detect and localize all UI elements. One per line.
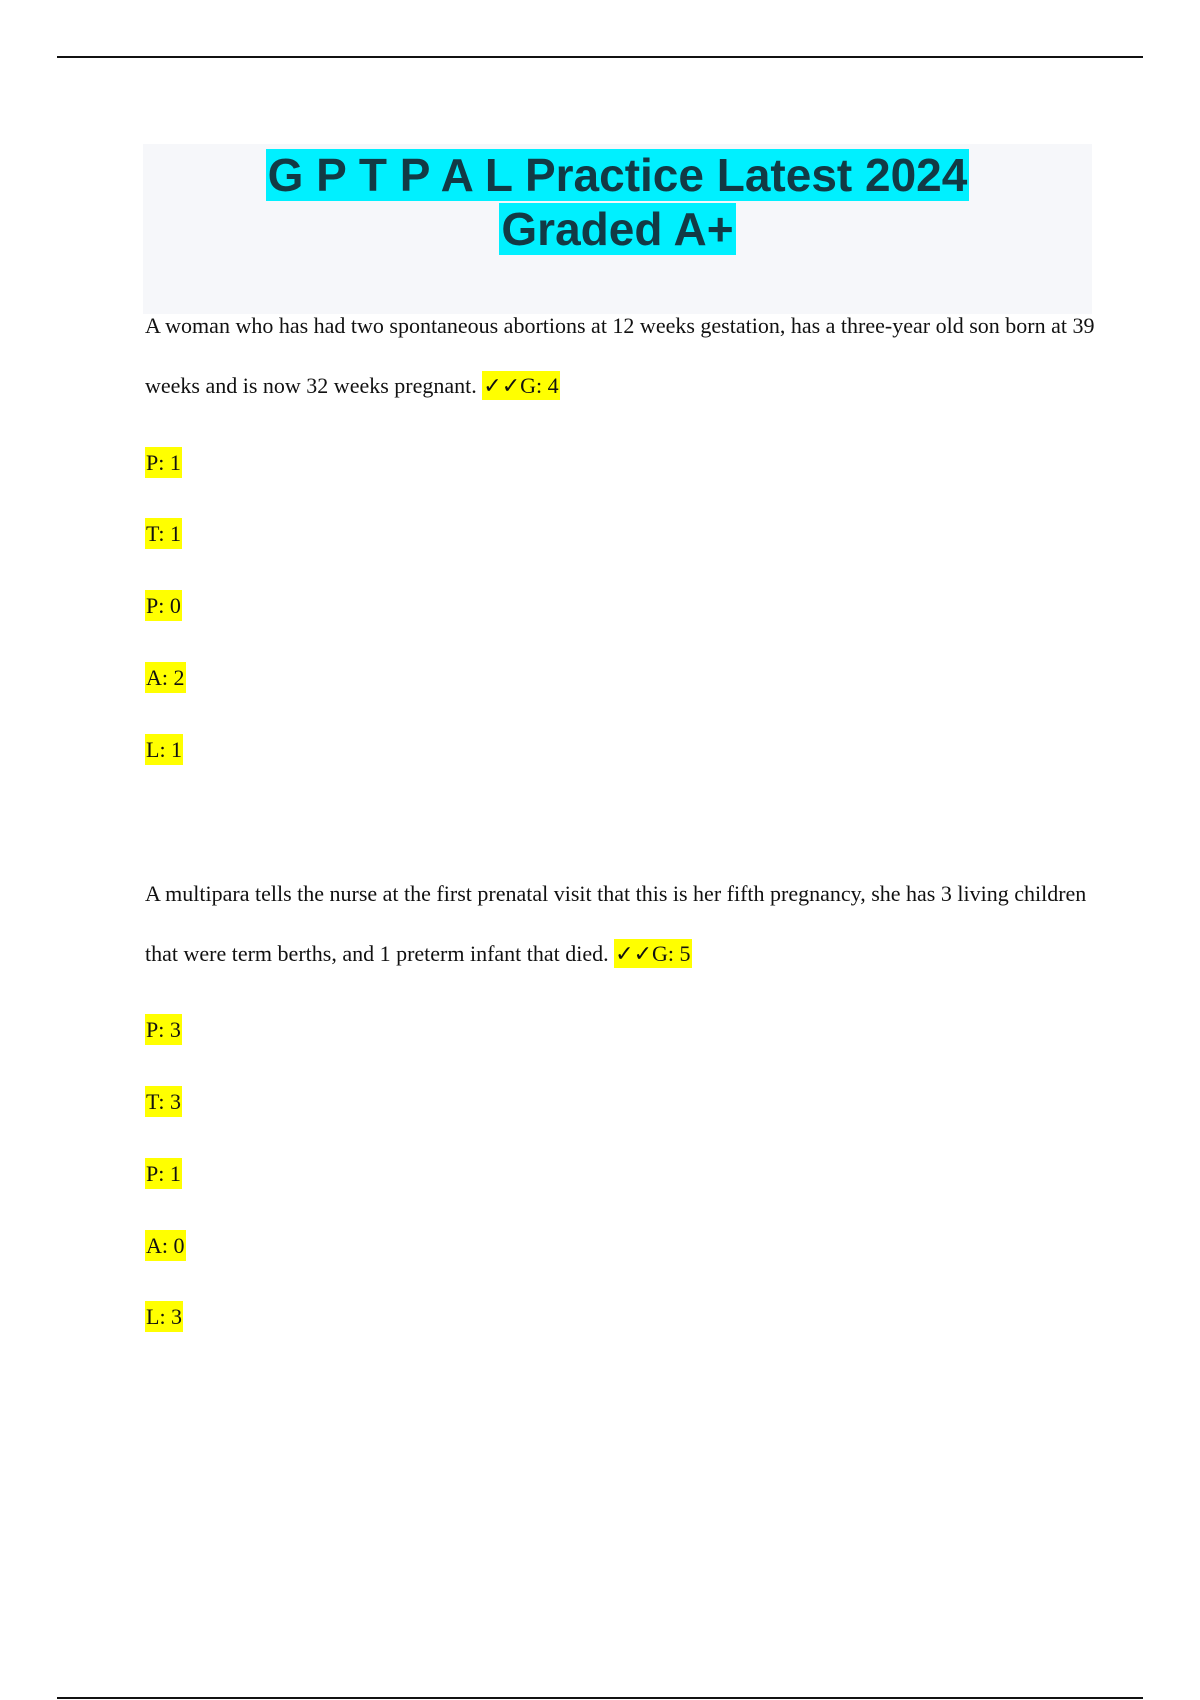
question-1-answer-item: T: 1	[145, 519, 182, 549]
title-line-2: Graded A+	[501, 203, 734, 255]
document-title	[143, 144, 1092, 314]
question-2-answer-item: P: 1	[145, 1159, 182, 1189]
footer-rule	[57, 1697, 1143, 1699]
question-1-text: A woman who has had two spontaneous abortions at 12 weeks gestation, has a three-year old son born at 39 weeks and is now 32 weeks pregnant.	[145, 313, 1095, 398]
title-line-1: G P T P A L Practice Latest 2024	[267, 149, 968, 201]
question-2-answer-item: P: 3	[145, 1015, 182, 1045]
question-1-answer-item: P: 0	[145, 591, 182, 621]
question-2-answer-item: A: 0	[145, 1231, 186, 1261]
question-2-answer-head: ✓✓G: 5	[615, 941, 691, 966]
question-2-answer-item: T: 3	[145, 1087, 182, 1117]
question-1-answer-item: A: 2	[145, 663, 186, 693]
question-2	[145, 864, 1095, 984]
question-1	[145, 296, 1095, 416]
question-2-answer-item: L: 3	[145, 1302, 183, 1332]
question-2-text: A multipara tells the nurse at the first prenatal visit that this is her fifth pregnancy, she has 3 living children that were term berths, and 1 preterm infant that died.	[145, 881, 1087, 966]
question-1-answer-head: ✓✓G: 4	[483, 373, 559, 398]
question-1-answer-item: L: 1	[145, 735, 183, 765]
question-1-answer-item: P: 1	[145, 448, 182, 478]
header-rule	[57, 56, 1143, 58]
